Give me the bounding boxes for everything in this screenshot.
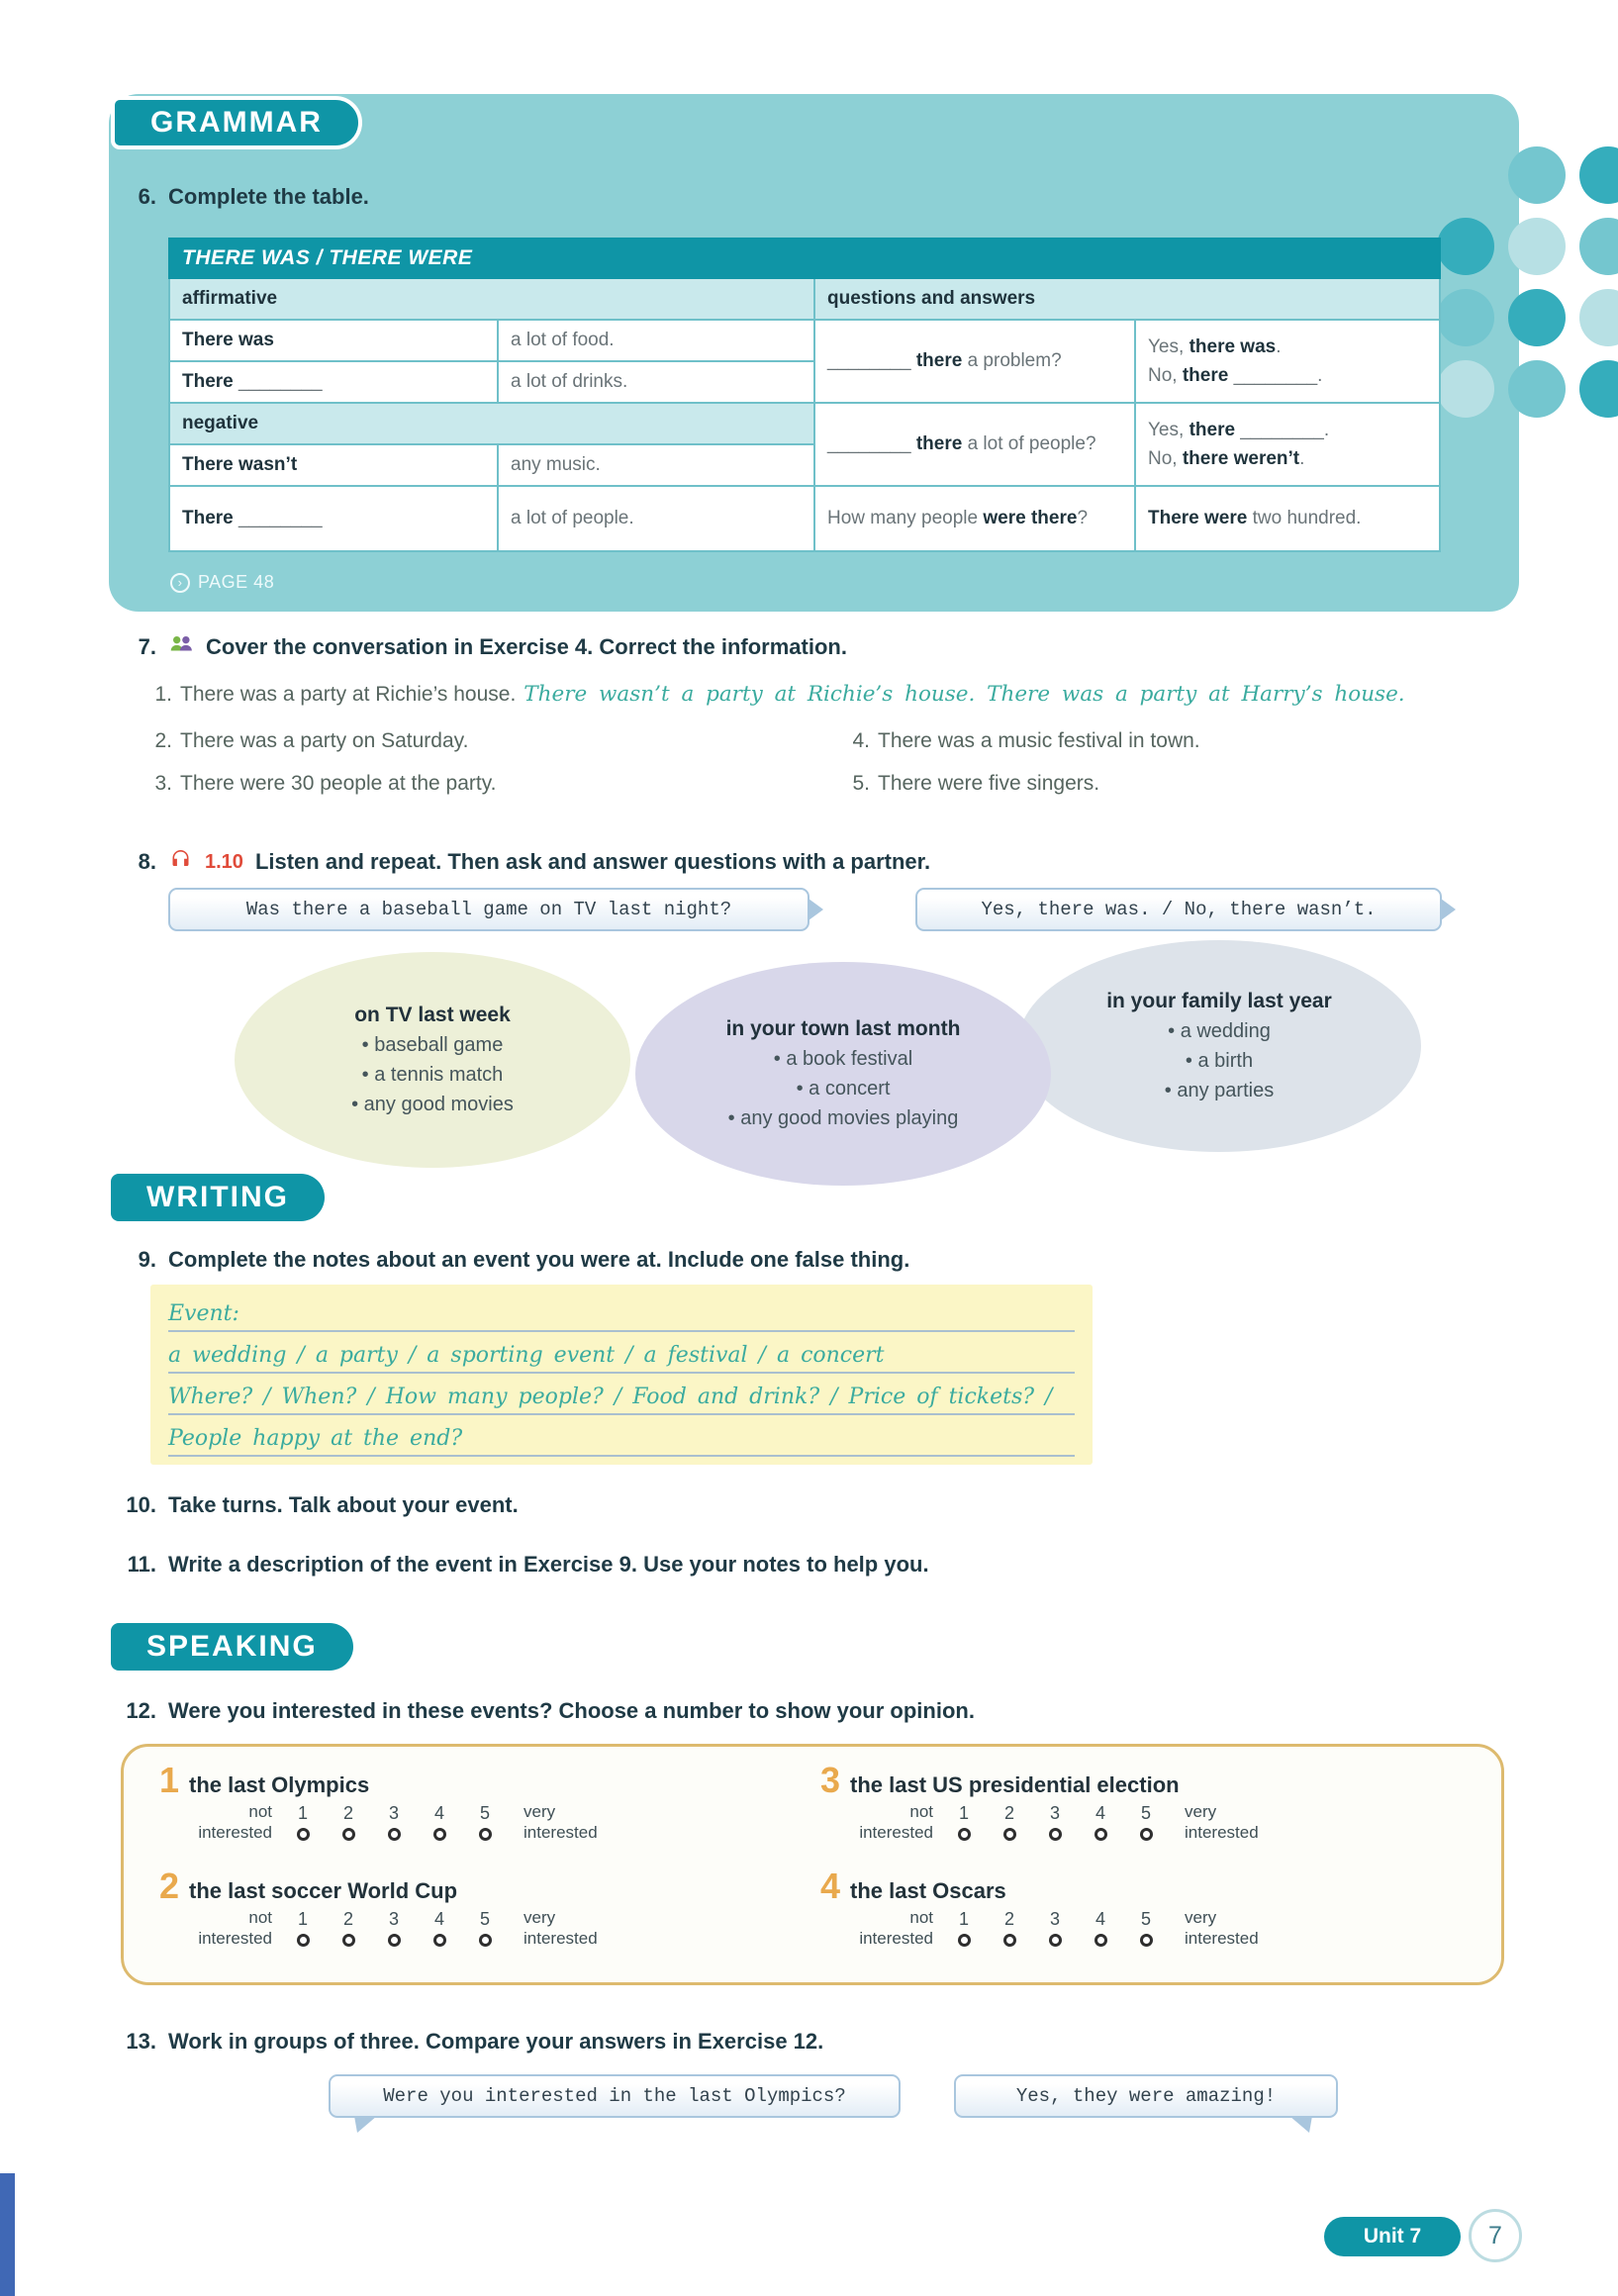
table-cell: There ________ — [170, 362, 497, 402]
table-question-cell: How many people were there? — [815, 487, 1134, 550]
instruction-text: Work in groups of three. Compare your answers in Exercise 12. — [168, 2029, 824, 2054]
unit-badge: Unit 7 — [1324, 2217, 1461, 2256]
rating-circle[interactable] — [958, 1934, 971, 1947]
table-title: THERE WAS / THERE WERE — [168, 238, 1441, 279]
rating-option-4[interactable] — [1078, 1909, 1123, 1947]
oval-item: • a birth — [1186, 1050, 1253, 1073]
rating-number: 2 — [1003, 1803, 1014, 1824]
table-cell: any music. — [499, 445, 813, 485]
rating-item-number: 4 — [820, 1866, 841, 1906]
note-line[interactable]: a wedding / a party / a sporting event / a festival / a concert — [168, 1332, 1075, 1374]
exercise-number: 12. — [126, 1698, 156, 1723]
decor-dot — [1508, 289, 1566, 346]
oval-title: on TV last week — [354, 1004, 511, 1026]
rating-option-4[interactable] — [1078, 1803, 1123, 1841]
scale-label: very — [1185, 1802, 1217, 1821]
exercise-8-heading — [117, 847, 930, 877]
table-body — [168, 279, 1441, 552]
rating-number: 3 — [1049, 1803, 1060, 1824]
exercise-12-heading — [117, 1698, 975, 1724]
decor-dot — [1437, 360, 1494, 418]
table-questions-section — [815, 279, 1439, 550]
item-columns — [148, 723, 1465, 802]
scale-label: interested — [198, 1929, 272, 1949]
table-subheader-questions: questions and answers — [815, 279, 1439, 319]
section-banner-grammar: GRAMMAR — [111, 96, 362, 149]
rating-item-title: the last soccer World Cup — [189, 1878, 458, 1903]
rating-number: 2 — [342, 1909, 353, 1930]
scale-label: interested — [1185, 1929, 1259, 1949]
table-question-cell: ________ there a problem? — [815, 321, 1134, 402]
rating-number: 3 — [388, 1909, 399, 1930]
rating-number: 1 — [958, 1909, 969, 1930]
rating-circle[interactable] — [1095, 1934, 1107, 1947]
rating-circle[interactable] — [479, 1828, 492, 1841]
oval-item: • any parties — [1165, 1080, 1274, 1102]
exercise-number: 6. — [138, 184, 156, 209]
section-banner-speaking: SPEAKING — [111, 1623, 353, 1671]
note-line[interactable]: People happy at the end? — [168, 1415, 1075, 1457]
scale-label: not — [909, 1802, 933, 1821]
rating-circle[interactable] — [388, 1828, 401, 1841]
exercise-number: 9. — [138, 1247, 156, 1272]
oval-item: • a concert — [797, 1078, 891, 1100]
rating-circle[interactable] — [433, 1934, 446, 1947]
item-number: 3. — [154, 772, 172, 796]
audio-track-number: 1.10 — [205, 850, 243, 873]
rating-options — [280, 1909, 508, 1947]
rating-option-1[interactable] — [941, 1909, 987, 1947]
page-reference-label: PAGE 48 — [198, 572, 275, 592]
decor-dot — [1508, 146, 1566, 204]
grammar-table — [168, 238, 1441, 552]
table-cell: There ________ — [170, 487, 497, 550]
items-right-column — [846, 723, 1465, 802]
list-item — [148, 766, 846, 802]
rating-circle[interactable] — [342, 1828, 355, 1841]
prompt-oval-town — [635, 962, 1051, 1186]
exercise-10-heading — [117, 1492, 519, 1518]
rating-circle[interactable] — [297, 1934, 310, 1947]
instruction-text: Were you interested in these events? Choose a number to show your opinion. — [168, 1698, 975, 1723]
item-text: There was a party on Saturday. — [180, 728, 469, 752]
decor-dot — [1437, 289, 1494, 346]
rating-number: 3 — [388, 1803, 399, 1824]
rating-option-1[interactable] — [280, 1803, 326, 1841]
rating-number: 3 — [1049, 1909, 1060, 1930]
scale-label: interested — [198, 1823, 272, 1843]
item-number: 4. — [852, 728, 870, 752]
rating-number: 5 — [1140, 1909, 1151, 1930]
decor-dot — [1508, 360, 1566, 418]
rating-number: 1 — [297, 1803, 308, 1824]
table-answer-cell: There were two hundred. — [1136, 487, 1439, 550]
table-subheader-affirmative: affirmative — [170, 279, 813, 319]
rating-options — [941, 1909, 1169, 1947]
rating-number: 1 — [958, 1803, 969, 1824]
oval-item: • baseball game — [362, 1034, 504, 1057]
rating-circle[interactable] — [1140, 1934, 1153, 1947]
note-line[interactable]: Where? / When? / How many people? / Food and drink? / Price of tickets? / — [168, 1374, 1075, 1415]
rating-option-3[interactable] — [1032, 1803, 1078, 1841]
prompt-oval-family — [1017, 940, 1421, 1152]
rating-circle[interactable] — [388, 1934, 401, 1947]
rating-option-1[interactable] — [280, 1909, 326, 1947]
rating-item-olympics — [151, 1761, 812, 1866]
rating-item-title: the last Oscars — [850, 1878, 1006, 1903]
oval-item: • a wedding — [1168, 1020, 1271, 1043]
rating-item-oscars — [812, 1866, 1474, 1972]
list-item — [846, 766, 1465, 802]
rating-number: 4 — [433, 1803, 444, 1824]
rating-circle[interactable] — [479, 1934, 492, 1947]
scale-label: very — [1185, 1908, 1217, 1927]
oval-item: • a book festival — [774, 1048, 912, 1071]
item-text: There was a music festival in town. — [878, 728, 1200, 752]
exercise-number: 7. — [138, 634, 156, 659]
rating-circle[interactable] — [1140, 1828, 1153, 1841]
exercise-9-heading — [117, 1247, 909, 1273]
handwritten-answer: There wasn’t a party at Richie’s house. There was a party at Harry’s house. — [523, 682, 1405, 707]
speech-bubble-question — [168, 888, 809, 931]
table-cell: There wasn’t — [170, 445, 497, 485]
rating-option-2[interactable] — [987, 1803, 1032, 1841]
rating-option-3[interactable] — [1032, 1909, 1078, 1947]
rating-scale — [185, 1801, 805, 1844]
table-cell: a lot of drinks. — [499, 362, 813, 402]
note-line[interactable]: Event: — [168, 1291, 1075, 1332]
oval-title: in your family last year — [1106, 990, 1332, 1012]
table-subheader-negative: negative — [170, 404, 813, 443]
speech-bubble-answer — [915, 888, 1442, 931]
rating-circle[interactable] — [958, 1828, 971, 1841]
rating-scale — [185, 1907, 805, 1950]
scale-label: not — [248, 1802, 272, 1821]
exercise-13-heading — [117, 2029, 823, 2055]
rating-option-5[interactable] — [1123, 1803, 1169, 1841]
rating-option-5[interactable] — [1123, 1909, 1169, 1947]
rating-number: 5 — [1140, 1803, 1151, 1824]
rating-circle[interactable] — [342, 1934, 355, 1947]
instruction-text: Complete the notes about an event you were at. Include one false thing. — [168, 1247, 910, 1272]
audio-icon — [168, 847, 193, 877]
instruction-text: Cover the conversation in Exercise 4. Correct the information. — [206, 634, 847, 659]
scale-label: very — [523, 1802, 556, 1821]
exercise-number: 8. — [138, 849, 156, 874]
rating-item-number: 3 — [820, 1760, 841, 1800]
page-reference-link[interactable] — [170, 572, 274, 593]
rating-circle[interactable] — [1095, 1828, 1107, 1841]
decor-dot — [1579, 360, 1618, 418]
table-cell: a lot of people. — [499, 487, 813, 550]
speech-bubble-text: Were you interested in the last Olympics? — [383, 2085, 846, 2107]
decor-dot — [1437, 218, 1494, 275]
rating-circle[interactable] — [1049, 1934, 1062, 1947]
rating-number: 4 — [1095, 1803, 1105, 1824]
rating-number: 2 — [1003, 1909, 1014, 1930]
rating-option-2[interactable] — [326, 1909, 371, 1947]
oval-title: in your town last month — [725, 1017, 961, 1040]
page-edge-tab — [0, 2173, 15, 2296]
speech-bubble-question — [329, 2074, 901, 2118]
decor-dot — [1579, 289, 1618, 346]
table-cell: a lot of food. — [499, 321, 813, 360]
speech-bubble-text: Yes, there was. / No, there wasn’t. — [981, 899, 1377, 920]
rating-circle[interactable] — [433, 1828, 446, 1841]
scale-label: interested — [1185, 1823, 1259, 1843]
oval-item: • any good movies — [351, 1094, 514, 1116]
rating-option-2[interactable] — [326, 1803, 371, 1841]
table-cell: There was — [170, 321, 497, 360]
rating-options — [941, 1803, 1169, 1841]
rating-option-4[interactable] — [417, 1803, 462, 1841]
rating-number: 2 — [342, 1803, 353, 1824]
rating-circle[interactable] — [1003, 1828, 1016, 1841]
scale-label: interested — [859, 1823, 933, 1843]
rating-option-2[interactable] — [987, 1909, 1032, 1947]
rating-number: 5 — [479, 1909, 490, 1930]
rating-item-title: the last Olympics — [189, 1772, 370, 1797]
speech-bubble-text: Was there a baseball game on TV last night? — [245, 899, 732, 920]
scale-label: interested — [523, 1823, 598, 1843]
rating-circle[interactable] — [1049, 1828, 1062, 1841]
rating-item-world-cup — [151, 1866, 812, 1972]
decor-dot-pattern — [1437, 146, 1618, 433]
rating-option-5[interactable] — [462, 1909, 508, 1947]
table-question-cell: ________ there a lot of people? — [815, 404, 1134, 485]
item-text: There was a party at Richie’s house. — [180, 683, 517, 706]
notes-pad[interactable] — [150, 1285, 1093, 1465]
item-number: 5. — [852, 772, 870, 796]
exercise-7-heading — [117, 631, 847, 663]
page-number: 7 — [1469, 2209, 1522, 2262]
items-left-column — [148, 723, 846, 802]
rating-number: 5 — [479, 1803, 490, 1824]
oval-item: • a tennis match — [362, 1064, 504, 1087]
rating-option-3[interactable] — [371, 1909, 417, 1947]
page-link-icon: › — [170, 573, 190, 593]
scale-label: not — [909, 1908, 933, 1927]
speech-bubble-answer — [954, 2074, 1338, 2118]
prompt-oval-tv — [235, 952, 630, 1168]
rating-circle[interactable] — [297, 1828, 310, 1841]
rating-box — [121, 1744, 1504, 1985]
exercise-6-heading — [117, 184, 369, 210]
scale-label: interested — [523, 1929, 598, 1949]
rating-scale — [846, 1907, 1466, 1950]
rating-number: 1 — [297, 1909, 308, 1930]
rating-number: 4 — [433, 1909, 444, 1930]
rating-item-election — [812, 1761, 1474, 1866]
item-text: There were 30 people at the party. — [180, 772, 497, 796]
section-banner-writing: WRITING — [111, 1174, 325, 1221]
item-text: There were five singers. — [878, 772, 1100, 796]
rating-option-1[interactable] — [941, 1803, 987, 1841]
list-item — [148, 723, 846, 759]
exercise-number: 13. — [126, 2029, 156, 2054]
scale-label: not — [248, 1908, 272, 1927]
instruction-text: Take turns. Talk about your event. — [168, 1492, 519, 1517]
rating-number: 4 — [1095, 1909, 1105, 1930]
rating-option-4[interactable] — [417, 1909, 462, 1947]
decor-dot — [1508, 218, 1566, 275]
exercise-number: 11. — [127, 1552, 156, 1577]
rating-options — [280, 1803, 508, 1841]
instruction-text: Listen and repeat. Then ask and answer questions with a partner. — [254, 849, 931, 874]
scale-label: very — [523, 1908, 556, 1927]
item-number: 2. — [154, 728, 172, 752]
pairwork-icon — [168, 631, 194, 663]
exercise-11-heading — [117, 1552, 929, 1578]
instruction-text: Complete the table. — [168, 184, 369, 209]
table-answer-cell: Yes, there ________. No, there weren’t. — [1136, 404, 1439, 485]
oval-item: • any good movies playing — [728, 1107, 959, 1130]
rating-option-3[interactable] — [371, 1803, 417, 1841]
rating-item-number: 2 — [159, 1866, 180, 1906]
table-affirmative-section — [170, 279, 813, 550]
decor-dot — [1579, 146, 1618, 204]
list-item — [148, 677, 1465, 714]
rating-item-title: the last US presidential election — [850, 1772, 1180, 1797]
speech-bubble-text: Yes, they were amazing! — [1015, 2085, 1277, 2107]
exercise-number: 10. — [126, 1492, 156, 1517]
decor-dot — [1579, 218, 1618, 275]
item-number: 1. — [154, 683, 172, 706]
instruction-text: Write a description of the event in Exercise 9. Use your notes to help you. — [168, 1552, 929, 1577]
rating-option-5[interactable] — [462, 1803, 508, 1841]
rating-item-number: 1 — [159, 1760, 180, 1800]
list-item — [846, 723, 1465, 759]
rating-scale — [846, 1801, 1466, 1844]
scale-label: interested — [859, 1929, 933, 1949]
exercise-7-items — [148, 677, 1465, 802]
table-answer-cell: Yes, there was. No, there ________. — [1136, 321, 1439, 402]
rating-circle[interactable] — [1003, 1934, 1016, 1947]
